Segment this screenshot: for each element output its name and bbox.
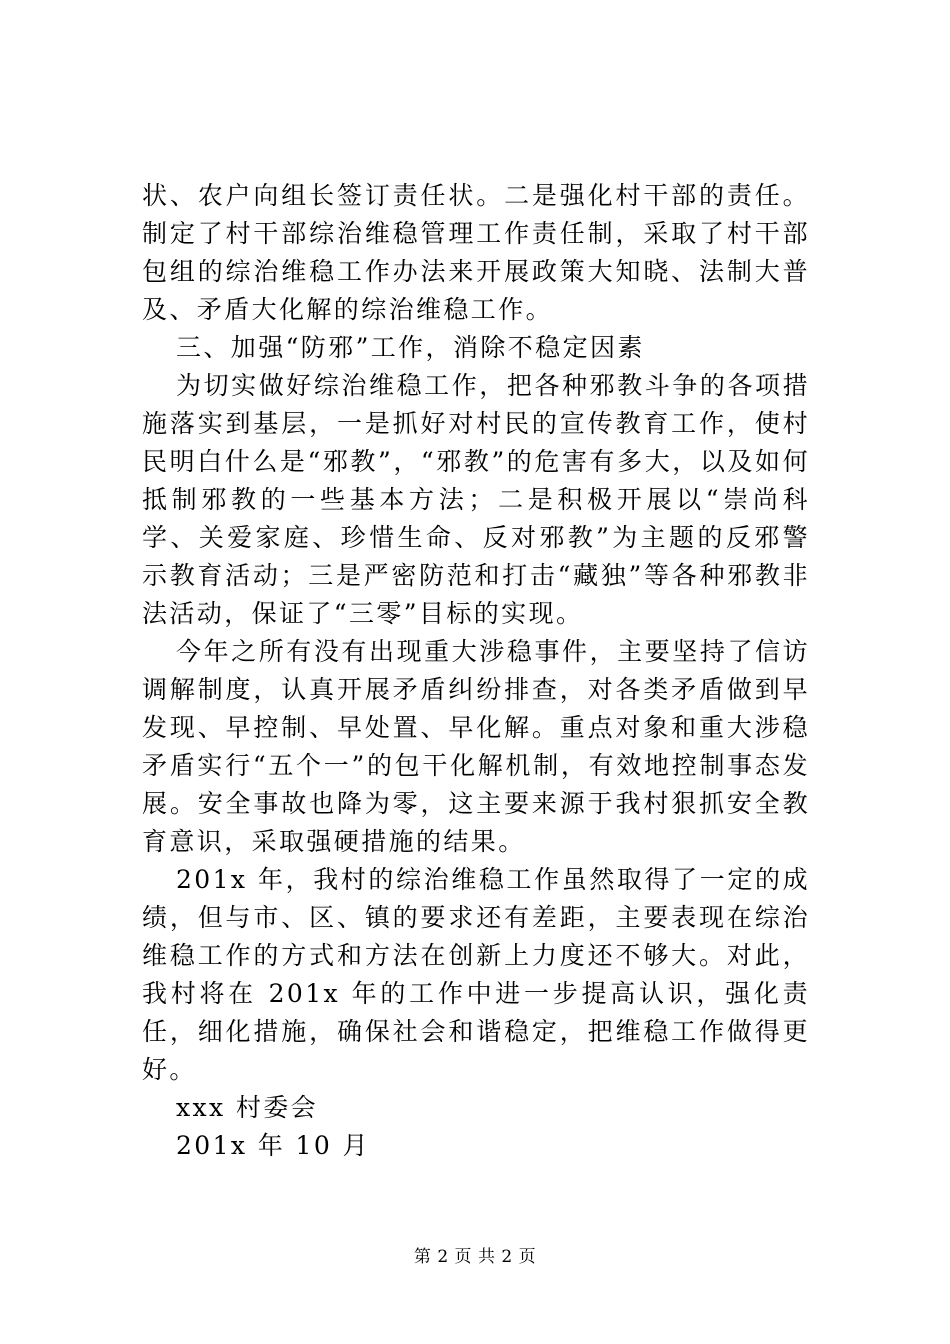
page-number-footer: 第 2 页 共 2 页 xyxy=(413,1247,537,1267)
paragraph-summary: 201x 年，我村的综治维稳工作虽然取得了一定的成绩，但与市、区、镇的要求还有差距，主要表现在综治维稳工作的方式和方法在创新上力度还不够大。对此，我村将在 201x 年的工作中进一步提高认识，强化责任，细化措施，确保社会和谐稳定，把维稳工作做得更好。 xyxy=(142,865,810,1084)
signature-organization: xxx 村委会 xyxy=(176,1093,319,1122)
paragraph-continuation: 状、农户向组长签订责任状。二是强化村干部的责任。制定了村干部综治维稳管理工作责任制，采取了村干部包组的综治维稳工作办法来开展政策大知晓、法制大普及、矛盾大化解的综治维稳工作。 xyxy=(142,181,810,324)
paragraph-anti-cult: 为切实做好综治维稳工作，把各种邪教斗争的各项措施落实到基层，一是抓好对村民的宣传教育工作，使村民明白什么是“邪教”，“邪教”的危害有多大，以及如何抵制邪教的一些基本方法；二是积极开展以“崇尚科学、关爱家庭、珍惜生命、反对邪教”为主题的反邪警示教育活动；三是严密防范和打击“藏独”等各种邪教非法活动，保证了“三零”目标的实现。 xyxy=(142,371,810,628)
paragraph-stability: 今年之所有没有出现重大涉稳事件，主要坚持了信访调解制度，认真开展矛盾纠纷排查，对各类矛盾做到早发现、早控制、早处置、早化解。重点对象和重大涉稳矛盾实行“五个一”的包干化解机制，有效地控制事态发展。安全事故也降为零，这主要来源于我村狠抓安全教育意识，采取强硬措施的结果。 xyxy=(142,637,810,856)
section-heading: 三、加强“防邪”工作，消除不稳定因素 xyxy=(176,333,645,362)
signature-date: 201x 年 10 月 xyxy=(176,1131,370,1160)
document-body xyxy=(142,177,810,1165)
